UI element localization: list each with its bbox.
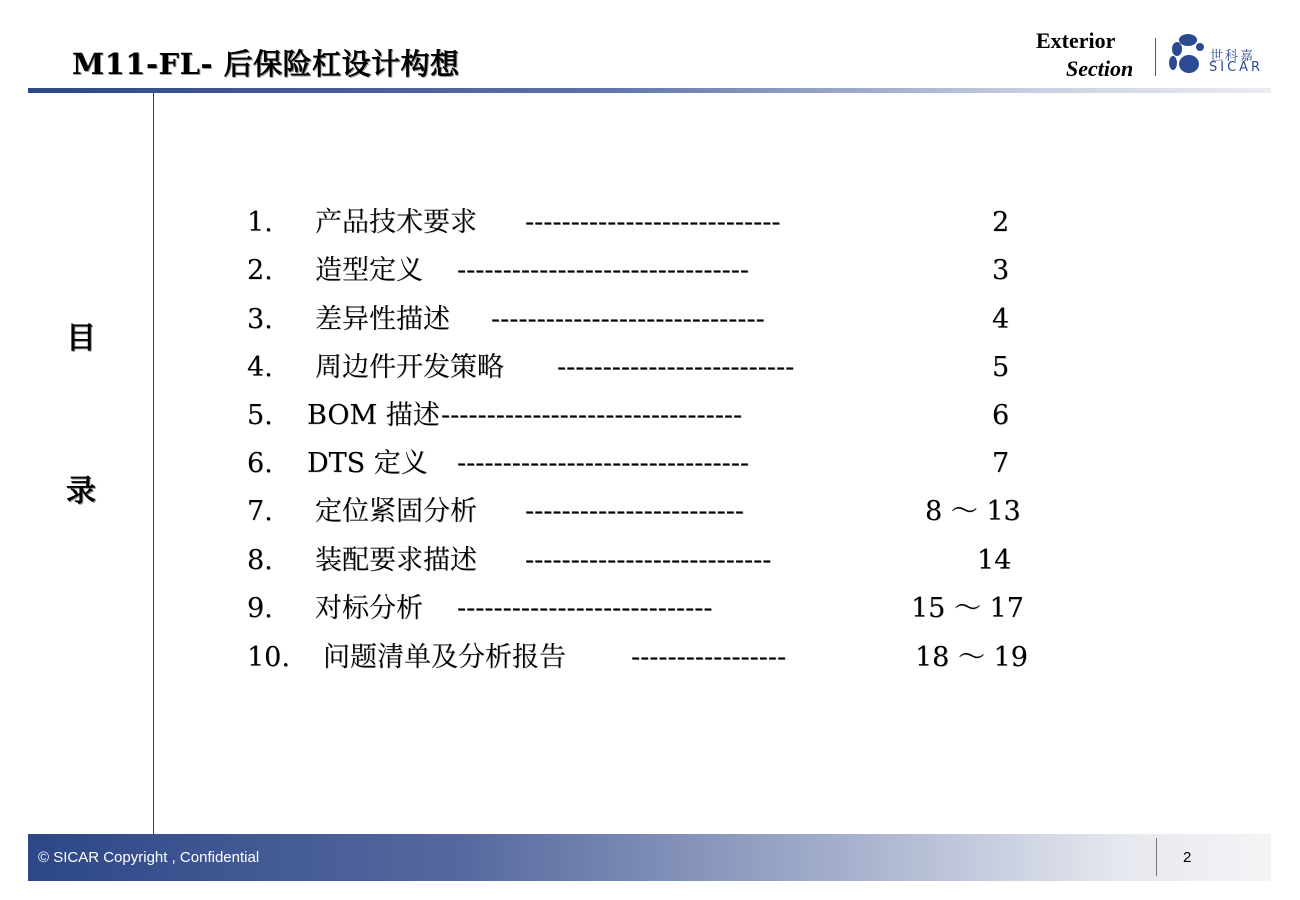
toc-label: 定位紧固分析 [315, 496, 477, 527]
toc-item-3 [247, 300, 1067, 340]
toc-page: 8 ～ 13 [925, 496, 1021, 527]
toc-label: 对标分析 [315, 593, 423, 624]
toc-number: 2. [247, 255, 273, 286]
toc-label: 产品技术要求 [315, 207, 477, 238]
toc-label: 差异性描述 [315, 304, 450, 335]
toc-label: BOM 描述 [307, 400, 440, 431]
toc-leader: -------------------------- [557, 352, 795, 383]
toc-label: 装配要求描述 [315, 545, 477, 576]
toc-leader: ----------------- [631, 642, 787, 673]
toc-page: 15 ～ 17 [911, 593, 1024, 624]
toc-item-2 [247, 251, 1067, 291]
toc-leader: -------------------------------- [457, 448, 749, 479]
toc-leader: ---------------------------- [457, 593, 713, 624]
toc-heading-char-2: 录 [66, 474, 96, 509]
toc-item-6 [247, 444, 1067, 484]
page-number: 2 [1183, 849, 1192, 866]
toc-leader: ------------------------------ [491, 304, 765, 335]
page-title: M11-FL- 后保险杠设计构想 [72, 47, 460, 81]
logo-chinese-text: 世科嘉 [1210, 49, 1256, 64]
toc-leader: --------------------------- [525, 545, 772, 576]
logo-english-text: SICAR [1209, 60, 1264, 75]
toc-leader: ---------------------------- [525, 207, 781, 238]
toc-item-5 [247, 396, 1067, 436]
toc-page: 14 [977, 545, 1012, 576]
header-rule [28, 88, 1271, 93]
toc-number: 6. [247, 448, 273, 479]
toc-label: 周边件开发策略 [315, 352, 504, 383]
toc-number: 9. [247, 593, 273, 624]
toc-number: 5. [247, 400, 273, 431]
toc-number: 10. [247, 642, 290, 673]
toc-item-7 [247, 492, 1067, 532]
toc-page: 3 [992, 255, 1010, 286]
toc-leader: -------------------------------- [457, 255, 749, 286]
toc-page: 7 [992, 448, 1010, 479]
toc-leader: --------------------------------- [441, 400, 743, 431]
toc-number: 3. [247, 304, 273, 335]
toc-page: 2 [992, 207, 1010, 238]
sidebar-rule [153, 93, 154, 835]
toc-label: 问题清单及分析报告 [323, 642, 566, 673]
toc-leader: ------------------------ [525, 496, 744, 527]
footer-divider [1156, 838, 1157, 876]
copyright-text: © SICAR Copyright , Confidential [38, 849, 260, 866]
section-label-section: Section [1066, 56, 1134, 81]
toc-page: 18 ～ 19 [915, 642, 1028, 673]
toc-number: 4. [247, 352, 273, 383]
toc-label: 造型定义 [315, 255, 423, 286]
toc-number: 8. [247, 545, 273, 576]
toc-label: DTS 定义 [307, 448, 428, 479]
toc-number: 1. [247, 207, 273, 238]
toc-item-8 [247, 541, 1067, 581]
toc-item-9 [247, 589, 1067, 629]
toc-number: 7. [247, 496, 273, 527]
toc-page: 4 [992, 304, 1010, 335]
toc-item-1 [247, 203, 1067, 243]
toc-item-10 [247, 638, 1067, 678]
toc-item-4 [247, 348, 1067, 388]
logo-divider [1155, 38, 1156, 76]
toc-page: 5 [992, 352, 1010, 383]
toc-page: 6 [992, 400, 1010, 431]
section-label-exterior: Exterior [1036, 28, 1116, 53]
toc-heading-char-1: 目 [66, 321, 96, 356]
sicar-logo-icon [1167, 30, 1207, 76]
